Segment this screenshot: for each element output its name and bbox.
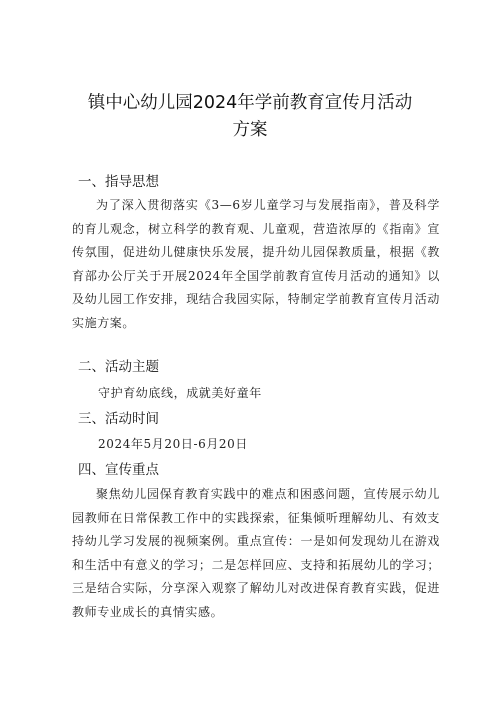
document-title-line-2: 方案	[232, 120, 268, 140]
section-body-activity-time: 2024年5月20日-6月20日	[98, 437, 249, 451]
section-heading-guiding-ideology: 一、指导思想	[78, 174, 159, 190]
section-body-publicity-focus: 聚焦幼儿园保育教育实践中的难点和困惑问题，宣传展示幼儿园教师在日常保教工作中的实践探索，征集倾听理解幼儿、有效支持幼儿学习发展的视频案例。重点宣传：一是如何发现幼儿在游戏和生活中有意义的学习；二是怎样回应、支持和拓展幼儿的学习；三是结合实际，分享深入观察了解幼儿对改进保育教育实践，促进教师专业成长的真情实感。	[72, 487, 440, 619]
section-heading-activity-time: 三、活动时间	[78, 411, 159, 427]
section-body-guiding-ideology: 为了深入贯彻落实《3—6岁儿童学习与发展指南》，普及科学的育儿观念，树立科学的教育观、儿童观，营造浓厚的《指南》宣传氛围，促进幼儿健康快乐发展，提升幼儿园保教质量，根据《教育部办公厅关于开展2024年全国学前教育宣传月活动的通知》以及幼儿园工作安排，现结合我园实际，特制定学前教育宣传月活动实施方案。	[72, 198, 440, 330]
section-heading-activity-theme: 二、活动主题	[78, 359, 159, 375]
section-body-activity-theme: 守护育幼底线，成就美好童年	[98, 386, 262, 400]
document-title-line-1: 镇中心幼儿园2024年学前教育宣传月活动	[87, 93, 413, 113]
section-heading-publicity-focus: 四、宣传重点	[78, 462, 159, 478]
